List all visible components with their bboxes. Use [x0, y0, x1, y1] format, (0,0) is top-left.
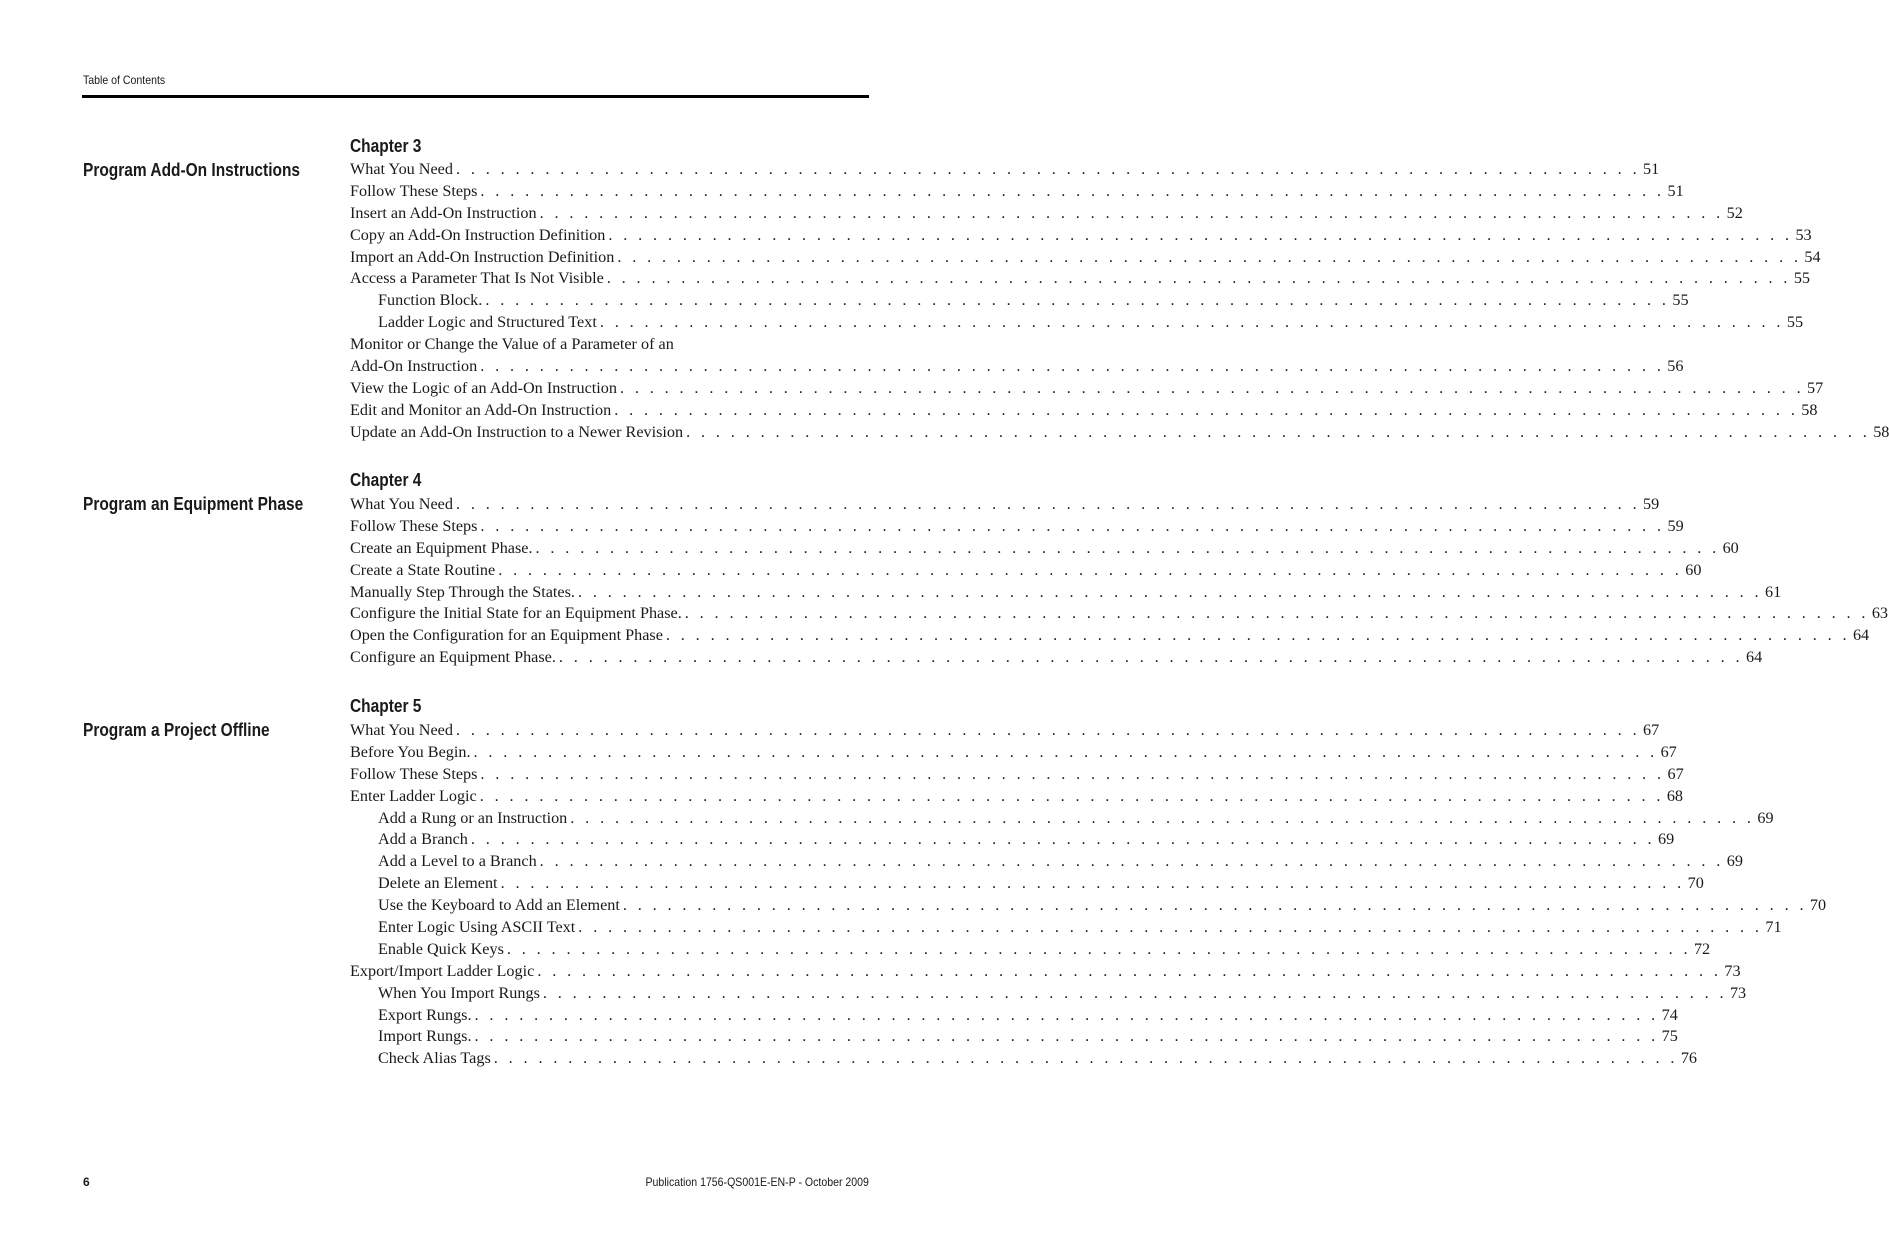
section-title: Program Add-On Instructions — [83, 160, 301, 180]
section-title: Program a Project Offline — [83, 720, 270, 740]
dot-leader: . . . . . . . . . . . . . . . . . . . . . . . . . . . . . . . . . . . . . . . . . . . . . . . . . . . . . . . . . . . . . . . . . . . . . . . . . . . . . . . . — [539, 852, 1724, 871]
toc-entry-title: Create an Equipment Phase. — [350, 538, 533, 557]
header-rule — [82, 95, 869, 98]
toc-entry-page: 56 — [1667, 357, 1684, 376]
dot-leader: . . . . . . . . . . . . . . . . . . . . . . . . . . . . . . . . . . . . . . . . . . . . . . . . . . . . . . . . . . . . . . . . . . . . . . . . . . . . . . . . — [684, 604, 1869, 623]
toc-entry-page: 72 — [1693, 939, 1711, 958]
toc-entry-page: 53 — [1795, 225, 1812, 244]
toc-entry[interactable] — [350, 604, 1889, 626]
toc-entry-title: Follow These Steps — [350, 181, 478, 200]
toc-entry-title: Add-On Instruction — [350, 357, 478, 376]
toc-entry-title: Enter Logic Using ASCII Text — [378, 918, 576, 937]
toc-entry-title: Add a Rung or an Instruction — [378, 808, 568, 827]
toc-entry-page: 75 — [1661, 1027, 1678, 1046]
toc-entry[interactable] — [350, 1027, 1678, 1049]
dot-leader: . . . . . . . . . . . . . . . . . . . . . . . . . . . . . . . . . . . . . . . . . . . . . . . . . . . . . . . . . . . . . . . . . . . . . . . . . . . . . . . . — [493, 1049, 1678, 1068]
toc-entry-page: 69 — [1657, 830, 1675, 849]
dot-leader: . . . . . . . . . . . . . . . . . . . . . . . . . . . . . . . . . . . . . . . . . . . . . . . . . . . . . . . . . . . . . . . . . . . . . . . . . . . . . . . . — [474, 1027, 1659, 1046]
toc-entry-title: Copy an Add-On Instruction Definition — [350, 225, 606, 244]
toc-entry-title: Insert an Add-On Instruction — [350, 203, 537, 222]
dot-leader: . . . . . . . . . . . . . . . . . . . . . . . . . . . . . . . . . . . . . . . . . . . . . . . . . . . . . . . . . . . . . . . . . . . . . . . . . . . . . . . . — [506, 939, 1691, 958]
dot-leader: . . . . . . . . . . . . . . . . . . . . . . . . . . . . . . . . . . . . . . . . . . . . . . . . . . . . . . . . . . . . . . . . . . . . . . . . . . . . . . . . — [606, 269, 1791, 288]
toc-entry-page: 58 — [1801, 400, 1818, 419]
toc-entry-page: 70 — [1809, 896, 1827, 915]
page-number: 6 — [83, 1175, 90, 1189]
toc-entry-title: Export Rungs. — [378, 1005, 472, 1024]
toc-entry-page: 55 — [1786, 313, 1804, 332]
toc-entry[interactable] — [350, 269, 1811, 291]
toc-entry[interactable] — [350, 786, 1683, 809]
dot-leader: . . . . . . . . . . . . . . . . . . . . . . . . . . . . . . . . . . . . . . . . . . . . . . . . . . . . . . . . . . . . . . . . . . . . . . . . . . . . . . . . — [479, 786, 1664, 805]
toc-entry[interactable] — [350, 918, 1782, 940]
toc-entry[interactable] — [350, 874, 1704, 896]
toc-entry[interactable] — [350, 225, 1812, 248]
toc-entry-title: Import Rungs. — [378, 1027, 472, 1046]
dot-leader: . . . . . . . . . . . . . . . . . . . . . . . . . . . . . . . . . . . . . . . . . . . . . . . . . . . . . . . . . . . . . . . . . . . . . . . . . . . . . . . . — [614, 400, 1799, 419]
toc-entry[interactable] — [350, 160, 1660, 182]
dot-leader: . . . . . . . . . . . . . . . . . . . . . . . . . . . . . . . . . . . . . . . . . . . . . . . . . . . . . . . . . . . . . . . . . . . . . . . . . . . . . . . . — [599, 313, 1784, 332]
dot-leader: . . . . . . . . . . . . . . . . . . . . . . . . . . . . . . . . . . . . . . . . . . . . . . . . . . . . . . . . . . . . . . . . . . . . . . . . . . . . . . . . — [455, 721, 1641, 739]
dot-leader: . . . . . . . . . . . . . . . . . . . . . . . . . . . . . . . . . . . . . . . . . . . . . . . . . . . . . . . . . . . . . . . . . . . . . . . . . . . . . . . . — [558, 648, 1743, 667]
toc-entry[interactable] — [350, 495, 1660, 517]
toc-entry-page: 55 — [1793, 269, 1811, 288]
toc-entry-page: 64 — [1852, 626, 1870, 645]
toc-entry-title: Export/Import Ladder Logic — [350, 961, 535, 980]
toc-entry-title: When You Import Rungs — [378, 983, 540, 1002]
chapter-label: Chapter 5 — [350, 696, 422, 716]
dot-leader: . . . . . . . . . . . . . . . . . . . . . . . . . . . . . . . . . . . . . . . . . . . . . . . . . . . . . . . . . . . . . . . . . . . . . . . . . . . . . . . . — [608, 225, 1793, 244]
toc-entry-page: 55 — [1672, 291, 1689, 310]
toc-entry-page: 51 — [1643, 160, 1660, 178]
toc-entry-page: 63 — [1871, 604, 1889, 623]
toc-entry-page: 59 — [1643, 495, 1660, 513]
toc-entry-title: View the Logic of an Add-On Instruction — [350, 378, 617, 397]
toc-entry[interactable] — [350, 1049, 1698, 1071]
toc-entry-page: 69 — [1726, 852, 1743, 871]
dot-leader: . . . . . . . . . . . . . . . . . . . . . . . . . . . . . . . . . . . . . . . . . . . . . . . . . . . . . . . . . . . . . . . . . . . . . . . . . . . . . . . . — [498, 560, 1683, 579]
toc-entry[interactable] — [350, 538, 1739, 561]
toc-entry[interactable] — [350, 852, 1743, 874]
toc-entry[interactable] — [350, 291, 1689, 313]
toc-entry-page: 61 — [1765, 582, 1782, 601]
dot-leader: . . . . . . . . . . . . . . . . . . . . . . . . . . . . . . . . . . . . . . . . . . . . . . . . . . . . . . . . . . . . . . . . . . . . . . . . . . . . . . . . — [622, 896, 1807, 915]
toc-entry-title: Ladder Logic and Structured Text — [378, 313, 597, 332]
toc-entry-title: Access a Parameter That Is Not Visible — [350, 269, 604, 288]
toc-entry[interactable] — [350, 422, 1889, 445]
toc-entry-title: Edit and Monitor an Add-On Instruction — [350, 400, 612, 419]
toc-entry-page: 54 — [1804, 247, 1821, 266]
section-title: Program an Equipment Phase — [83, 494, 304, 514]
toc-entry-title: Open the Configuration for an Equipment Phase — [350, 626, 663, 645]
running-head: Table of Contents — [83, 73, 166, 87]
toc-entry-title: Function Block. — [378, 291, 483, 310]
toc-entry-title: Configure the Initial State for an Equipment Phase. — [350, 604, 682, 623]
toc-entry[interactable] — [350, 961, 1741, 984]
dot-leader: . . . . . . . . . . . . . . . . . . . . . . . . . . . . . . . . . . . . . . . . . . . . . . . . . . . . . . . . . . . . . . . . . . . . . . . . . . . . . . . . — [537, 961, 1722, 980]
toc-entry-page: 73 — [1724, 961, 1741, 980]
toc-entry-page: 76 — [1680, 1049, 1698, 1068]
toc-entry-page: 67 — [1667, 764, 1684, 783]
toc-entry-page: 67 — [1643, 721, 1660, 739]
toc-entry[interactable] — [350, 582, 1782, 605]
toc-entry[interactable] — [350, 983, 1747, 1006]
dot-leader: . . . . . . . . . . . . . . . . . . . . . . . . . . . . . . . . . . . . . . . . . . . . . . . . . . . . . . . . . . . . . . . . . . . . . . . . . . . . . . . . — [480, 357, 1665, 376]
dot-leader: . . . . . . . . . . . . . . . . . . . . . . . . . . . . . . . . . . . . . . . . . . . . . . . . . . . . . . . . . . . . . . . . . . . . . . . . . . . . . . . . — [474, 1005, 1659, 1024]
dot-leader: . . . . . . . . . . . . . . . . . . . . . . . . . . . . . . . . . . . . . . . . . . . . . . . . . . . . . . . . . . . . . . . . . . . . . . . . . . . . . . . . — [578, 918, 1763, 937]
dot-leader: . . . . . . . . . . . . . . . . . . . . . . . . . . . . . . . . . . . . . . . . . . . . . . . . . . . . . . . . . . . . . . . . . . . . . . . . . . . . . . . . — [539, 203, 1724, 222]
dot-leader: . . . . . . . . . . . . . . . . . . . . . . . . . . . . . . . . . . . . . . . . . . . . . . . . . . . . . . . . . . . . . . . . . . . . . . . . . . . . . . . . — [570, 808, 1755, 827]
toc-entry[interactable] — [350, 378, 1824, 401]
toc-entry[interactable] — [350, 742, 1677, 765]
toc-entry[interactable] — [350, 247, 1821, 270]
dot-leader: . . . . . . . . . . . . . . . . . . . . . . . . . . . . . . . . . . . . . . . . . . . . . . . . . . . . . . . . . . . . . . . . . . . . . . . . . . . . . . . . — [577, 582, 1763, 601]
dot-leader: . . . . . . . . . . . . . . . . . . . . . . . . . . . . . . . . . . . . . . . . . . . . . . . . . . . . . . . . . . . . . . . . . . . . . . . . . . . . . . . . — [480, 181, 1665, 200]
toc-entry-title: Configure an Equipment Phase. — [350, 648, 556, 667]
toc-entry[interactable] — [350, 335, 869, 357]
toc-entry[interactable] — [350, 721, 1660, 743]
toc-entries — [350, 721, 1827, 1071]
toc-entry[interactable] — [350, 560, 1702, 583]
dot-leader: . . . . . . . . . . . . . . . . . . . . . . . . . . . . . . . . . . . . . . . . . . . . . . . . . . . . . . . . . . . . . . . . . . . . . . . . . . . . . . . . — [480, 764, 1665, 783]
toc-entry[interactable] — [350, 313, 1804, 335]
dot-leader: . . . . . . . . . . . . . . . . . . . . . . . . . . . . . . . . . . . . . . . . . . . . . . . . . . . . . . . . . . . . . . . . . . . . . . . . . . . . . . . . — [617, 247, 1802, 266]
toc-entry-title: Delete an Element — [378, 874, 498, 893]
dot-leader: . . . . . . . . . . . . . . . . . . . . . . . . . . . . . . . . . . . . . . . . . . . . . . . . . . . . . . . . . . . . . . . . . . . . . . . . . . . . . . . . — [665, 626, 1850, 645]
toc-entry[interactable] — [350, 939, 1711, 962]
toc-entry-title: What You Need — [350, 495, 453, 513]
toc-entry-page: 52 — [1726, 203, 1743, 222]
publication-info: Publication 1756-QS001E-EN-P - October 2009 — [645, 1175, 869, 1189]
dot-leader: . . . . . . . . . . . . . . . . . . . . . . . . . . . . . . . . . . . . . . . . . . . . . . . . . . . . . . . . . . . . . . . . . . . . . . . . . . . . . . . . — [542, 983, 1727, 1002]
toc-entry-page: 67 — [1660, 742, 1677, 761]
dot-leader: . . . . . . . . . . . . . . . . . . . . . . . . . . . . . . . . . . . . . . . . . . . . . . . . . . . . . . . . . . . . . . . . . . . . . . . . . . . . . . . . — [500, 874, 1685, 893]
toc-entry-title: Follow These Steps — [350, 516, 478, 535]
toc-entry-page: 64 — [1745, 648, 1763, 667]
toc-entry-title: Before You Begin. — [350, 742, 471, 761]
toc-entry[interactable] — [350, 626, 1870, 648]
toc-entry[interactable] — [350, 830, 1675, 852]
toc-entry-page: 71 — [1765, 918, 1782, 937]
toc-entry-page: 58 — [1873, 422, 1889, 441]
toc-entry-title: Import an Add-On Instruction Definition — [350, 247, 615, 266]
toc-entry[interactable] — [350, 764, 1684, 787]
toc-entry-title: Enter Ladder Logic — [350, 786, 477, 805]
chapter-label: Chapter 3 — [350, 136, 422, 156]
toc-entry-page: 69 — [1757, 808, 1774, 827]
toc-entry-title: Manually Step Through the States. — [350, 582, 575, 601]
dot-leader: . . . . . . . . . . . . . . . . . . . . . . . . . . . . . . . . . . . . . . . . . . . . . . . . . . . . . . . . . . . . . . . . . . . . . . . . . . . . . . . . — [480, 516, 1665, 535]
dot-leader: . . . . . . . . . . . . . . . . . . . . . . . . . . . . . . . . . . . . . . . . . . . . . . . . . . . . . . . . . . . . . . . . . . . . . . . . . . . . . . . . — [455, 495, 1641, 513]
toc-entry-title: What You Need — [350, 721, 453, 739]
dot-leader: . . . . . . . . . . . . . . . . . . . . . . . . . . . . . . . . . . . . . . . . . . . . . . . . . . . . . . . . . . . . . . . . . . . . . . . . . . . . . . . . — [485, 291, 1670, 310]
toc-entry[interactable] — [350, 648, 1763, 670]
toc-entry-page: 70 — [1687, 874, 1704, 893]
toc-entry-title: Update an Add-On Instruction to a Newer Revision — [350, 422, 684, 441]
chapter-label: Chapter 4 — [350, 470, 422, 490]
toc-entry-page: 60 — [1722, 538, 1739, 557]
toc-entry[interactable] — [350, 181, 1684, 204]
toc-entry-title: Add a Branch — [378, 830, 468, 849]
dot-leader: . . . . . . . . . . . . . . . . . . . . . . . . . . . . . . . . . . . . . . . . . . . . . . . . . . . . . . . . . . . . . . . . . . . . . . . . . . . . . . . . — [535, 538, 1720, 557]
toc-entry-page: 68 — [1666, 786, 1683, 805]
toc-entry[interactable] — [350, 896, 1827, 918]
toc-entries — [350, 160, 1889, 445]
toc-entry-page: 74 — [1661, 1005, 1678, 1024]
toc-entry[interactable] — [350, 400, 1818, 423]
toc-entry[interactable] — [350, 808, 1774, 831]
toc-entry-page: 59 — [1667, 516, 1684, 535]
dot-leader: . . . . . . . . . . . . . . . . . . . . . . . . . . . . . . . . . . . . . . . . . . . . . . . . . . . . . . . . . . . . . . . . . . . . . . . . . . . . . . . . — [473, 742, 1658, 761]
toc-entry-title: What You Need — [350, 160, 453, 178]
toc-entry-title: Create a State Routine — [350, 560, 496, 579]
toc-entry-title: Enable Quick Keys — [378, 939, 504, 958]
dot-leader: . . . . . . . . . . . . . . . . . . . . . . . . . . . . . . . . . . . . . . . . . . . . . . . . . . . . . . . . . . . . . . . . . . . . . . . . . . . . . . . . — [619, 378, 1805, 397]
toc-entry-title: Use the Keyboard to Add an Element — [378, 896, 620, 915]
toc-entry[interactable] — [350, 357, 1684, 379]
dot-leader: . . . . . . . . . . . . . . . . . . . . . . . . . . . . . . . . . . . . . . . . . . . . . . . . . . . . . . . . . . . . . . . . . . . . . . . . . . . . . . . . — [686, 422, 1871, 441]
dot-leader: . . . . . . . . . . . . . . . . . . . . . . . . . . . . . . . . . . . . . . . . . . . . . . . . . . . . . . . . . . . . . . . . . . . . . . . . . . . . . . . . — [455, 160, 1641, 178]
toc-entry-page: 51 — [1667, 181, 1684, 200]
toc-entry-title: Check Alias Tags — [378, 1049, 491, 1068]
toc-entry[interactable] — [350, 516, 1684, 539]
toc-entry-page: 73 — [1729, 983, 1747, 1002]
toc-entry[interactable] — [350, 1005, 1678, 1028]
toc-entry-title: Monitor or Change the Value of a Parameter of an — [350, 335, 674, 354]
toc-entry[interactable] — [350, 203, 1743, 226]
toc-entry-title: Add a Level to a Branch — [378, 852, 537, 871]
toc-entries — [350, 495, 1889, 670]
dot-leader: . . . . . . . . . . . . . . . . . . . . . . . . . . . . . . . . . . . . . . . . . . . . . . . . . . . . . . . . . . . . . . . . . . . . . . . . . . . . . . . . — [470, 830, 1655, 849]
toc-entry-title: Follow These Steps — [350, 764, 478, 783]
toc-entry-page: 57 — [1807, 378, 1824, 397]
toc-entry-page: 60 — [1685, 560, 1702, 579]
